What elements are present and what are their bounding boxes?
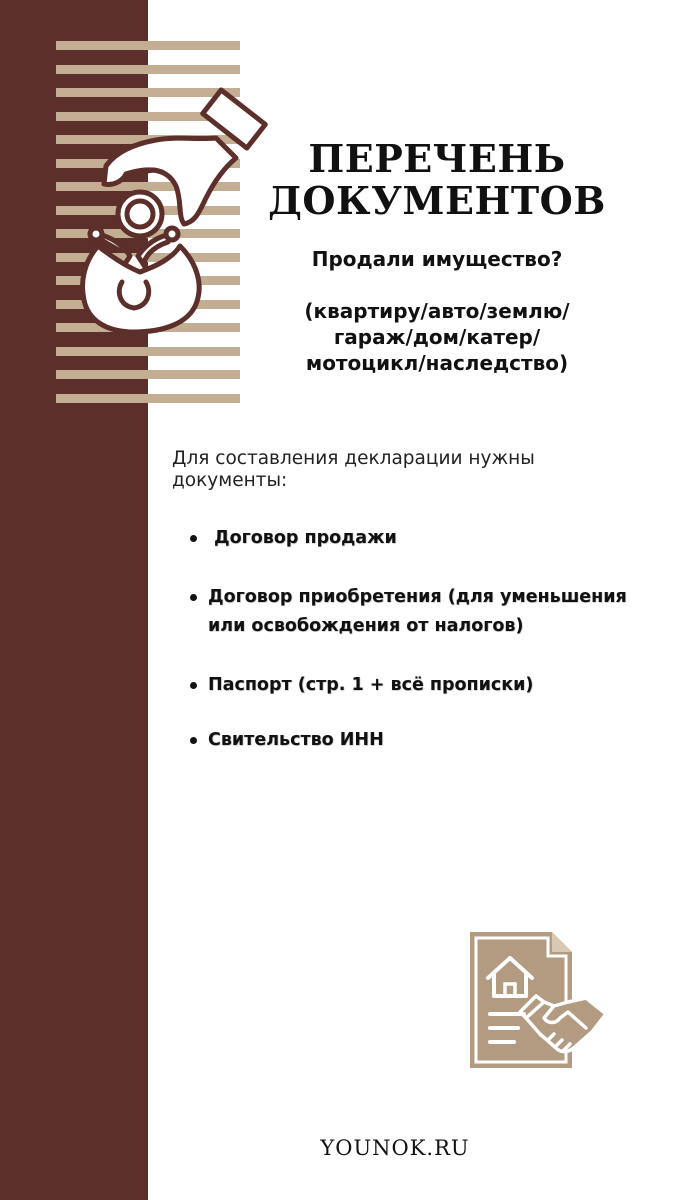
title-line-2: ДОКУМЕНТОВ	[268, 178, 606, 223]
property-types-line-3: мотоцикл/наследство)	[305, 351, 569, 375]
subtitle: Продали имущество?	[311, 247, 563, 271]
intro-text: Для составления декларации нужны документы:	[172, 448, 535, 491]
list-item	[188, 524, 628, 553]
bullet-icon	[190, 682, 197, 689]
list-item-text: Договор продажи	[214, 528, 397, 548]
list-item	[188, 583, 628, 641]
property-types-line-1: (квартиру/авто/землю/	[304, 299, 570, 323]
hand-money-bag-icon	[76, 86, 276, 336]
bullet-icon	[190, 594, 197, 601]
property-types-line-2: гараж/дом/катер/	[333, 325, 541, 349]
list-item-text: Договор приобретения (для уменьшения или освобождения от налогов)	[208, 587, 627, 636]
property-types	[252, 298, 622, 376]
house-document-handshake-icon	[464, 928, 614, 1078]
list-item	[188, 671, 628, 700]
list-item	[188, 726, 628, 755]
bullet-icon	[190, 737, 197, 744]
document-list	[188, 524, 628, 755]
page-title	[252, 138, 622, 222]
footer-site: YOUNOK.RU	[320, 1136, 470, 1160]
list-item-text: Свительство ИНН	[208, 730, 384, 750]
bullet-icon	[190, 535, 197, 542]
title-line-1: ПЕРЕЧЕНЬ	[308, 136, 566, 181]
list-item-text: Паспорт (стр. 1 + всё прописки)	[208, 675, 534, 695]
